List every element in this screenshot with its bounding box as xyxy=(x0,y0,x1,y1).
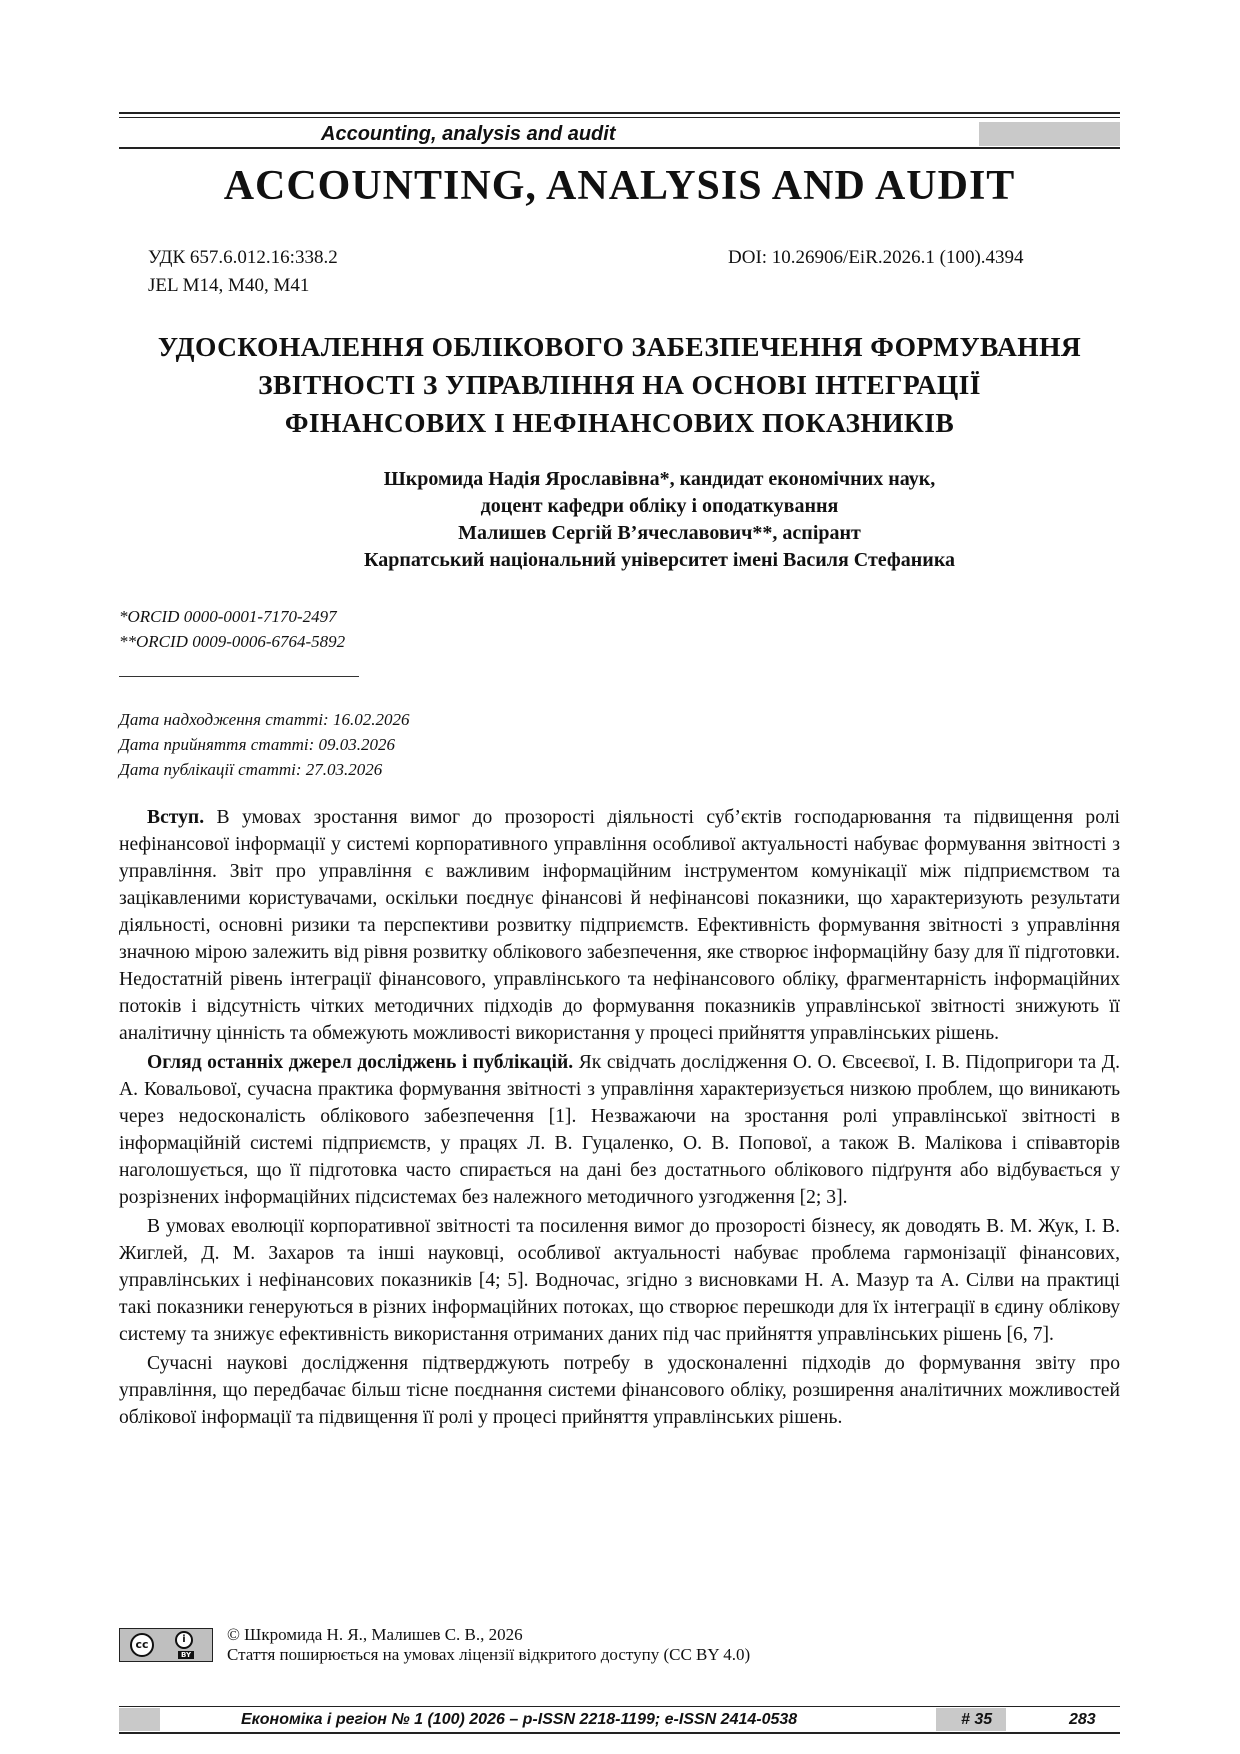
cc-by-badge-icon xyxy=(119,1628,213,1662)
orcid-block xyxy=(119,604,345,654)
orcid-line: **ORCID 0009-0006-6764-5892 xyxy=(119,632,346,651)
footer-rule-top xyxy=(119,1706,1120,1707)
paragraph-lead: Огляд останніх джерел досліджень і публікацій. xyxy=(147,1052,574,1073)
footer-grey-left xyxy=(119,1708,160,1731)
header-rule-thin xyxy=(119,117,1120,118)
article-title-line: ФІНАНСОВИХ І НЕФІНАНСОВИХ ПОКАЗНИКІВ xyxy=(284,407,955,438)
header-rule-top xyxy=(119,112,1120,114)
paragraph-text: В умовах зростання вимог до прозорості діяльності суб’єктів господарювання та підвищення ролі нефінансової інформації у системі корпоративного управління особливої актуальності набуває формування звітності з управління. Звіт про управління є важливим інформаційним інструментом комунікації між підприємством та зацікавленими користувачами, оскільки поєднує фінансові й нефінансові показники, що характеризують результати діяльності, основні ризики та перспективи розвитку підприємств. Ефективність формування звітності з управління значною мірою залежить від рівня розвитку облікового забезпечення, яке створює інформаційну базу для її підготовки. Недостатній рівень інтеграції фінансового, управлінського та нефінансового обліку, фрагментарність інформаційних потоків і відсутність чітких методичних підходів до формування показників управлінської звітності знижують її аналітичну цінність та обмежують можливості використання у процесі прийняття управлінських рішень. xyxy=(119,807,1120,1044)
paragraph-literature-review xyxy=(119,1049,1120,1211)
running-header xyxy=(119,122,1120,146)
by-label: BY xyxy=(178,1651,194,1659)
jel-code: JEL M14, M40, M41 xyxy=(148,275,310,296)
header-grey-block xyxy=(979,122,1120,146)
author-line: Малишев Сергій В’ячеславович**, аспірант xyxy=(458,522,861,544)
article-body xyxy=(119,804,1120,1433)
authors-block xyxy=(119,466,1120,574)
footer-rule-bottom xyxy=(119,1732,1120,1734)
udc-code: УДК 657.6.012.16:338.2 xyxy=(148,247,338,268)
paragraph-text: Як свідчать дослідження О. О. Євсеєвої, І. В. Підопригори та Д. А. Ковальової, сучасна практика формування звітності з управління характеризується низкою проблем, що виникають через недосконалість облікового забезпечення [1]. Незважаючи на зростання ролі управлінської звітності в інформаційній системі підприємств, у працях Л. В. Гуцаленко, О. В. Попової, а також В. Малікова і співавторів наголошується, що її підготовка часто спирається на дані без достатнього облікового підґрунтя або відбувається у розрізнених інформаційних підсистемах без належного методичного узгодження [2; 3]. xyxy=(119,1052,1120,1208)
copyright-line: © Шкромида Н. Я., Малишев С. В., 2026 xyxy=(227,1625,523,1644)
date-published: Дата публікації статті: 27.03.2026 xyxy=(119,760,383,779)
author-line: Шкромида Надія Ярославівна*, кандидат економічних наук, xyxy=(383,468,936,490)
license-terms: Стаття поширюється на умовах ліцензії відкритого доступу (CC BY 4.0) xyxy=(227,1645,751,1664)
running-header-text: Accounting, analysis and audit xyxy=(321,123,616,145)
article-dates xyxy=(119,707,409,782)
section-title: ACCOUNTING, ANALYSIS AND AUDIT xyxy=(223,163,1016,209)
article-title-line: УДОСКОНАЛЕННЯ ОБЛІКОВОГО ЗАБЕЗПЕЧЕННЯ ФОРМУВАННЯ xyxy=(157,331,1082,362)
page-footer xyxy=(119,1706,1120,1730)
author-line: доцент кафедри обліку і оподаткування xyxy=(480,495,839,517)
orcid-line: *ORCID 0000-0001-7170-2497 xyxy=(119,607,337,626)
footer-issue: # 35 xyxy=(961,1711,993,1728)
doi: DOI: 10.26906/EiR.2026.1 (100).4394 xyxy=(728,247,1024,268)
page-number: 283 xyxy=(1069,1711,1096,1728)
article-title xyxy=(119,328,1120,442)
date-accepted: Дата прийняття статті: 09.03.2026 xyxy=(119,735,396,754)
paragraph-lead: Вступ. xyxy=(147,807,205,828)
paragraph-introduction xyxy=(119,804,1120,1047)
date-received: Дата надходження статті: 16.02.2026 xyxy=(119,710,410,729)
by-person-icon: i xyxy=(175,1631,193,1649)
license-text xyxy=(227,1625,750,1665)
separator-rule xyxy=(119,676,359,677)
cc-icon: cc xyxy=(130,1633,154,1657)
footer-journal: Економіка і регіон № 1 (100) 2026 – p-ISSN 2218-1199; e-ISSN 2414-0538 xyxy=(241,1711,798,1728)
affiliation: Карпатський національний університет імені Василя Стефаника xyxy=(363,549,956,571)
paragraph: Сучасні наукові дослідження підтверджують потребу в удосконаленні підходів до формування звіту про управління, що передбачає більш тісне поєднання системи фінансового обліку, розширення аналітичних можливостей облікової інформації та підвищення її ролі у процесі прийняття управлінських рішень. xyxy=(119,1353,1120,1428)
paragraph: В умовах еволюції корпоративної звітності та посилення вимог до прозорості бізнесу, як доводять В. М. Жук, І. В. Жиглей, Д. М. Захаров та інші науковці, особливої актуальності набуває проблема гармонізації фінансових, управлінських і нефінансових показників [4; 5]. Водночас, згідно з висновками Н. А. Мазур та А. Сілви на практиці такі показники генеруються в різних інформаційних потоках, що створює перешкоди для їх інтеграції в єдину облікову систему та знижує ефективність використання отриманих даних під час прийняття управлінських рішень [6, 7]. xyxy=(119,1216,1120,1345)
header-rule-bottom xyxy=(119,147,1120,149)
article-title-line: ЗВІТНОСТІ З УПРАВЛІННЯ НА ОСНОВІ ІНТЕГРАЦІЇ xyxy=(258,369,981,400)
